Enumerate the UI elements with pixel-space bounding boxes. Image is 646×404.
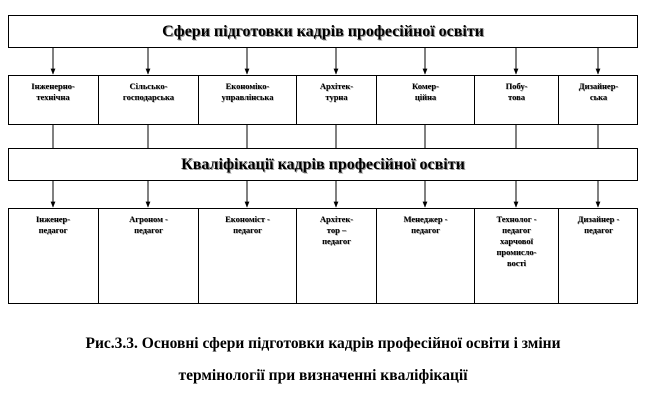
qualifications-header: Кваліфікації кадрів професійної освіти (8, 148, 638, 181)
sphere-cell-3: Економіко- управлінська (198, 75, 296, 125)
figure-caption-line-2: термінології при визначенні кваліфікації (178, 367, 468, 384)
qualification-cell-5: Менеджер - педагог (376, 208, 474, 304)
sphere-cell-1: Інженерно- технічна (31, 81, 75, 103)
qualification-cell-6: Технолог - педагог харчової промисло- вості (474, 208, 558, 304)
sphere-cell-5: Комер- ційна (376, 75, 474, 125)
qualification-cell-4: Архітек- тор – педагог (296, 208, 376, 304)
qualification-cell-1: Інженер- педагог (35, 214, 71, 236)
sphere-cell-4: Архітек- турна (296, 75, 376, 125)
sphere-cell-6: Побу- това (474, 75, 558, 125)
sphere-cell-2: Сільсько- господарська (98, 75, 198, 125)
figure-caption-line-1: Рис.3.3. Основні сфери підготовки кадрів професійної освіти і зміни (85, 335, 561, 352)
qualification-cell-7: Дизайнер - педагог (558, 208, 638, 304)
qualification-cell-2: Агроном - педагог (98, 208, 198, 304)
sphere-cell-7: Дизайнер- ська (558, 75, 638, 125)
qualification-cell-3: Економіст - педагог (198, 208, 296, 304)
spheres-header: Сфери підготовки кадрів професійної освіти (8, 15, 638, 48)
